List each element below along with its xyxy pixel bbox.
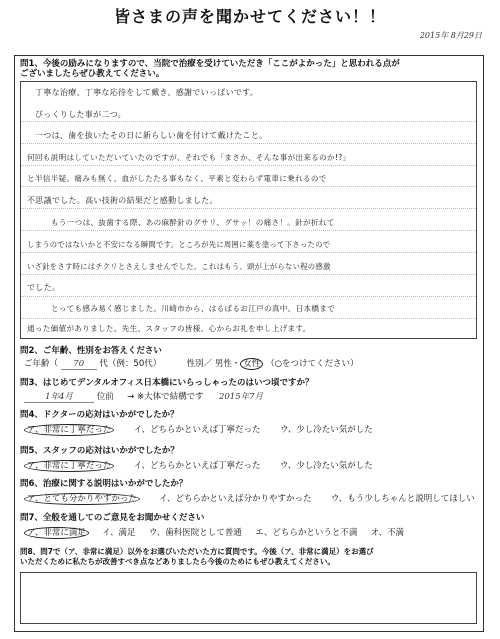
q3-answer-row (24, 392, 263, 403)
gender-option-male[interactable]: 男性 (214, 359, 232, 369)
q5-option-b[interactable]: イ、どちらかといえば丁寧だった (133, 461, 261, 471)
answer-line: もう一つは、抜歯する際、あの麻酔針のグサリ、グサッ！の痛さ！。針が折れて (51, 218, 335, 227)
q6-options (24, 493, 475, 505)
q1-line2: ございましたらぜひ教えてください。 (20, 69, 165, 79)
q8-line2: いただくために私たちが改善すべき点などありましたら今後のためにもぜひ教えてください。 (20, 557, 335, 566)
q6-label-text: 問6、治療に関する説明はいかがでしたか？ (20, 479, 188, 489)
q7-option-a-selected[interactable]: ア、非常に満足 (24, 527, 89, 539)
answer-line: いざ針をさす時にはチクリとさえしませんでした。これはもう、頭が上がらない程の感激 (27, 262, 331, 271)
approx-hint: → ※大体で結構です (127, 392, 204, 402)
q7-option-e[interactable]: オ、不満 (370, 528, 405, 538)
q7-label-text: 問7、全般を通してのご意見をお聞かせください (20, 513, 205, 523)
q6-option-c[interactable]: ウ、もう少しちゃんと説明してほしい (330, 494, 475, 504)
q4-label (20, 410, 179, 420)
q6-option-b[interactable]: イ、どちらかといえば分かりやすかった (159, 494, 312, 504)
age-field[interactable]: 70 (61, 359, 97, 370)
q4-option-b[interactable]: イ、どちらかといえば丁寧だった (133, 425, 261, 435)
q3-label (20, 378, 313, 388)
answer-line: とっても感み易く感じました。川崎市から、はるばるお江戸の真中、日本橋まで (51, 304, 336, 313)
answer-line: でした。 (27, 283, 61, 292)
ruled-line (21, 318, 476, 319)
q5-option-a-selected[interactable]: ア、非常に丁寧だった (24, 460, 114, 472)
gender-option-female-selected[interactable]: 女性 (240, 358, 263, 370)
q7-option-d[interactable]: エ、どちらかというと不満 (255, 528, 358, 538)
ruled-line (21, 143, 476, 144)
ruled-line (21, 230, 476, 231)
answer-line: 通った価値がありました。先生、スタッフの皆様、心からお礼を申し上げます。 (27, 324, 311, 333)
q7-option-b[interactable]: イ、満足 (102, 528, 136, 538)
ruled-line (21, 296, 476, 297)
ruled-line (21, 274, 476, 275)
ruled-line (21, 121, 476, 122)
q2-label-text: 問2、ご年齢、性別をお答えください (20, 346, 162, 356)
age-suffix: 代（例：50代） (99, 359, 162, 369)
q7-option-c[interactable]: ウ、歯科医院として普通 (148, 528, 242, 538)
answer-line: 丁寧な治療、丁寧な応待をして戴き、感謝でいっぱいです。 (35, 88, 259, 97)
approx-label: 位前 (96, 392, 114, 402)
answer-line: 一つは、歯を抜いたその日に新らしい歯を付けて戴けたこと。 (35, 131, 268, 140)
q7-options (24, 527, 404, 539)
q1-line1: 問1、今後の励みになりますので、当院で治療を受けていただき「ここがよかった」と思われる点が (20, 59, 400, 69)
q8-line1: 問8、問7で（ア、非常に満足）以外をお選びいただいた方に質問です。今後（ア、非常に満足）をお選び (20, 547, 374, 556)
q6-label (20, 479, 187, 489)
ruled-line (21, 208, 476, 209)
q5-options (24, 460, 373, 472)
q2-label (20, 346, 162, 356)
answer-line: びっくりした事が二つ。 (35, 110, 126, 119)
ruled-line (21, 165, 476, 166)
q5-label (20, 446, 179, 456)
q3-label-text: 問3、はじめてデンタルオフィス日本橋にいらっしゃったのはいつ頃ですか？ (20, 378, 314, 388)
q8-answer-box[interactable] (20, 572, 477, 624)
q2-answer-row: ご年齢（ 70 代（例：50代） 性別／ 男性・ 女性 （○をつけてください） (24, 359, 359, 369)
gender-label: 性別／ (186, 359, 213, 369)
q1-label (20, 59, 400, 79)
page-title: 皆さまの声を聞かせてください！！ (113, 7, 386, 26)
answer-line: しまうのではないかと不安になる瞬間です。ところが先に周囲に薬を塗って下さったので (27, 240, 331, 249)
ruled-line (21, 186, 476, 187)
q5-label-text: 問5、スタッフの応対はいかがでしたか？ (20, 446, 179, 456)
answer-line: と半信半疑。痛みも無く、血がしたたる事もなく、平素と変わらず電車に乗れるので (27, 174, 327, 183)
q7-label (20, 513, 204, 523)
gender-note: （○をつけてください） (266, 359, 359, 369)
age-prefix: ご年齢（ (24, 359, 59, 369)
q1-answer-box (20, 81, 477, 339)
handwritten-visit-date: 2015年7月 (218, 392, 264, 402)
q4-label-text: 問4、ドクターの応対はいかがでしたか？ (20, 410, 179, 420)
q4-option-c[interactable]: ウ、少し冷たい気がした (279, 425, 373, 435)
q4-options (24, 424, 373, 436)
q5-option-c[interactable]: ウ、少し冷たい気がした (279, 461, 373, 471)
q4-option-a-selected[interactable]: ア、非常に丁寧だった (24, 424, 114, 436)
answer-line: 不思議でした。高い技術の結果だと感動しました。 (27, 196, 218, 205)
first-visit-field[interactable]: 1年4月 (24, 392, 94, 403)
date-handwritten: 2015年 8月29日 (419, 31, 482, 40)
ruled-line (21, 252, 476, 253)
q6-option-a-selected[interactable]: ア、とても分かりやすかった (24, 493, 140, 505)
answer-line: 何回も説明はしていただいていたのですが、それでも「まさか、そんな事が出来るのか!?」 (27, 153, 351, 162)
q8-label (20, 547, 374, 567)
